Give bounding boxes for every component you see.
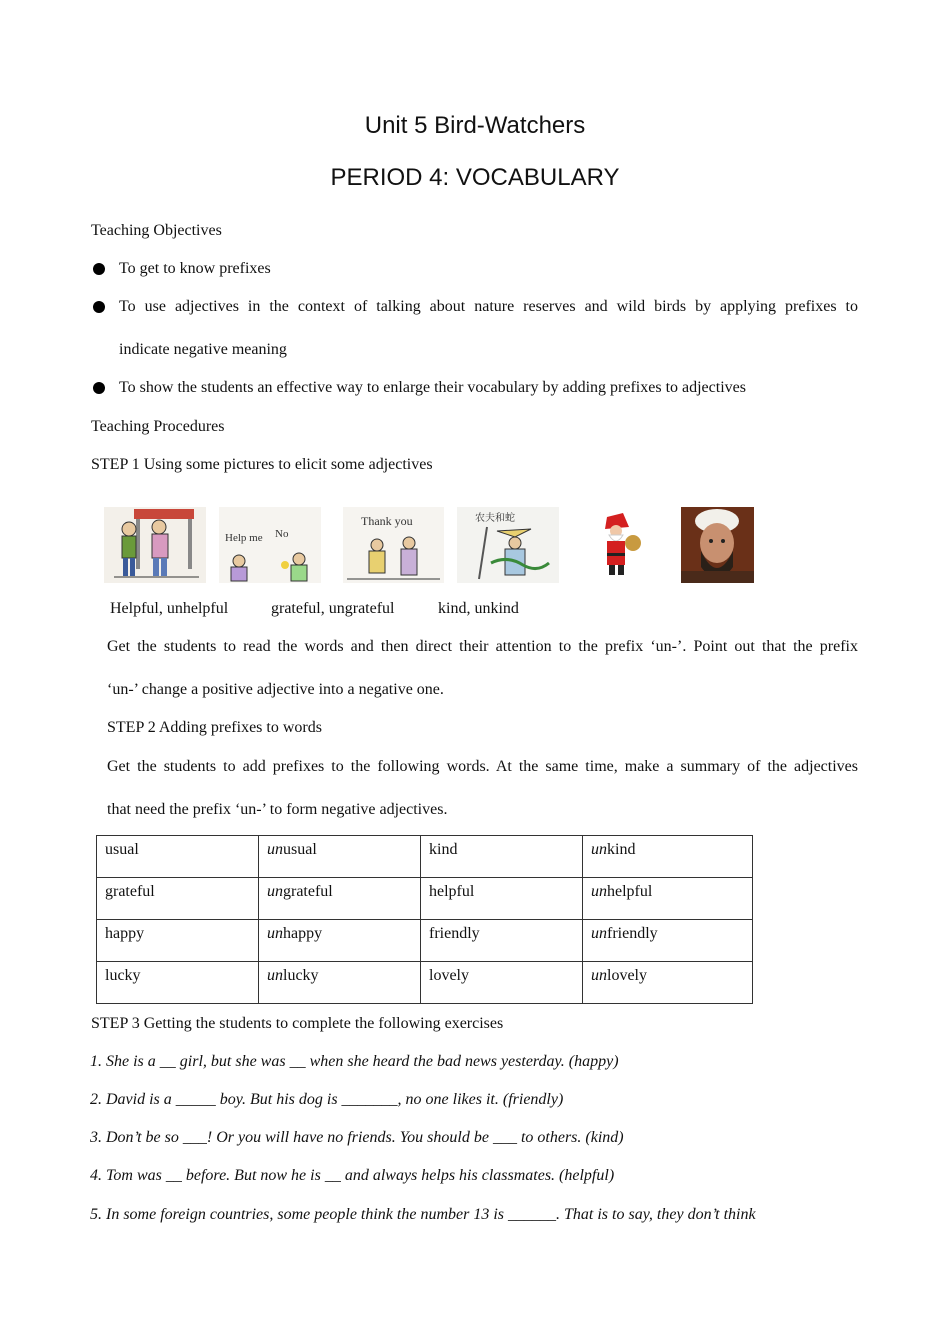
prefix: un [591, 967, 607, 984]
word-pair: grateful, ungrateful [271, 600, 395, 617]
table-cell [583, 920, 753, 962]
table-cell [259, 878, 421, 920]
objective-item-continued: indicate negative meaning [119, 341, 287, 358]
word-pair: Helpful, unhelpful [110, 600, 229, 617]
period-title: PERIOD 4: VOCABULARY [330, 164, 620, 191]
word-stem: lucky [283, 967, 319, 984]
svg-text:农夫和蛇: 农夫和蛇 [475, 513, 515, 524]
man-portrait-photo-icon [681, 507, 754, 583]
exercise-item: 4. Tom was __ before. But now he is __ and always helps his classmates. (helpful) [90, 1167, 615, 1184]
word: helpful [429, 883, 475, 900]
word-stem: lovely [607, 967, 647, 984]
procedures-heading: Teaching Procedures [91, 418, 225, 435]
step2-heading: STEP 2 Adding prefixes to words [107, 719, 322, 736]
word: lucky [105, 967, 141, 984]
helping-people-drawing-icon [104, 507, 206, 583]
unit-title: Unit 5 Bird-Watchers [364, 112, 586, 139]
objectives-heading: Teaching Objectives [91, 222, 222, 239]
word-stem: kind [607, 841, 636, 858]
step3-heading: STEP 3 Getting the students to complete the following exercises [91, 1015, 504, 1032]
table-cell [421, 878, 583, 920]
bullet-icon [93, 301, 105, 313]
table-row [97, 920, 753, 962]
step2-paragraph-line: that need the prefix ‘un-’ to form negative adjectives. [107, 801, 448, 818]
prefix: un [591, 925, 607, 942]
table-cell [259, 836, 421, 878]
prefix: un [267, 967, 283, 984]
prefix: un [267, 841, 283, 858]
picture-caption-help-me: Help me [225, 532, 263, 544]
step1-heading: STEP 1 Using some pictures to elicit some adjectives [91, 456, 433, 473]
prefix-table [96, 835, 753, 1004]
prefix: un [267, 925, 283, 942]
step2-paragraph-line: Get the students to add prefixes to the following words. At the same time, make a summary of the adjectives [107, 758, 858, 775]
table-cell [97, 962, 259, 1004]
prefix: un [267, 883, 283, 900]
objective-item: To use adjectives in the context of talking about nature reserves and wild birds by applying prefixes to [119, 298, 858, 315]
table-cell [583, 962, 753, 1004]
word-stem: happy [283, 925, 323, 942]
bullet-icon [93, 382, 105, 394]
picture-caption-thank-you: Thank you [361, 514, 413, 528]
table-cell [583, 878, 753, 920]
table-cell [583, 836, 753, 878]
word: happy [105, 925, 145, 942]
table-cell [259, 920, 421, 962]
word-stem: usual [283, 841, 317, 858]
santa-claus-photo-icon [583, 507, 653, 583]
table-row [97, 962, 753, 1004]
table-cell [259, 962, 421, 1004]
word: friendly [429, 925, 480, 942]
word-stem: grateful [283, 883, 333, 900]
table-row [97, 878, 753, 920]
exercise-item: 2. David is a _____ boy. But his dog is _______, no one likes it. (friendly) [90, 1091, 564, 1108]
objective-item: To get to know prefixes [119, 260, 271, 277]
word-pair: kind, unkind [438, 600, 519, 617]
exercise-item: 3. Don’t be so ___! Or you will have no friends. You should be ___ to others. (kind) [90, 1129, 624, 1146]
prefix: un [591, 883, 607, 900]
table-row [97, 836, 753, 878]
word: kind [429, 841, 458, 858]
bullet-icon [93, 263, 105, 275]
word: grateful [105, 883, 155, 900]
table-cell [97, 836, 259, 878]
thank-you-drawing-icon [343, 507, 444, 583]
word-stem: friendly [607, 925, 658, 942]
objective-item: To show the students an effective way to enlarge their vocabulary by adding prefixes to adjectives [119, 379, 746, 396]
table-cell [97, 920, 259, 962]
table-cell [421, 920, 583, 962]
table-cell [421, 836, 583, 878]
word: lovely [429, 967, 469, 984]
farmer-and-snake-drawing-icon [457, 507, 559, 583]
step1-paragraph-line: ‘un-’ change a positive adjective into a negative one. [107, 681, 444, 698]
word: usual [105, 841, 139, 858]
table-cell [97, 878, 259, 920]
exercise-item: 5. In some foreign countries, some people think the number 13 is ______. That is to say, they don’t think [90, 1206, 756, 1223]
table-cell [421, 962, 583, 1004]
prefix: un [591, 841, 607, 858]
picture-caption-no: No [275, 528, 289, 540]
exercise-item: 1. She is a __ girl, but she was __ when she heard the bad news yesterday. (happy) [90, 1053, 619, 1070]
help-me-drawing-icon [219, 507, 321, 583]
word-stem: helpful [607, 883, 653, 900]
step1-paragraph-line: Get the students to read the words and then direct their attention to the prefix ‘un-’. Point out that the prefix [107, 638, 858, 655]
